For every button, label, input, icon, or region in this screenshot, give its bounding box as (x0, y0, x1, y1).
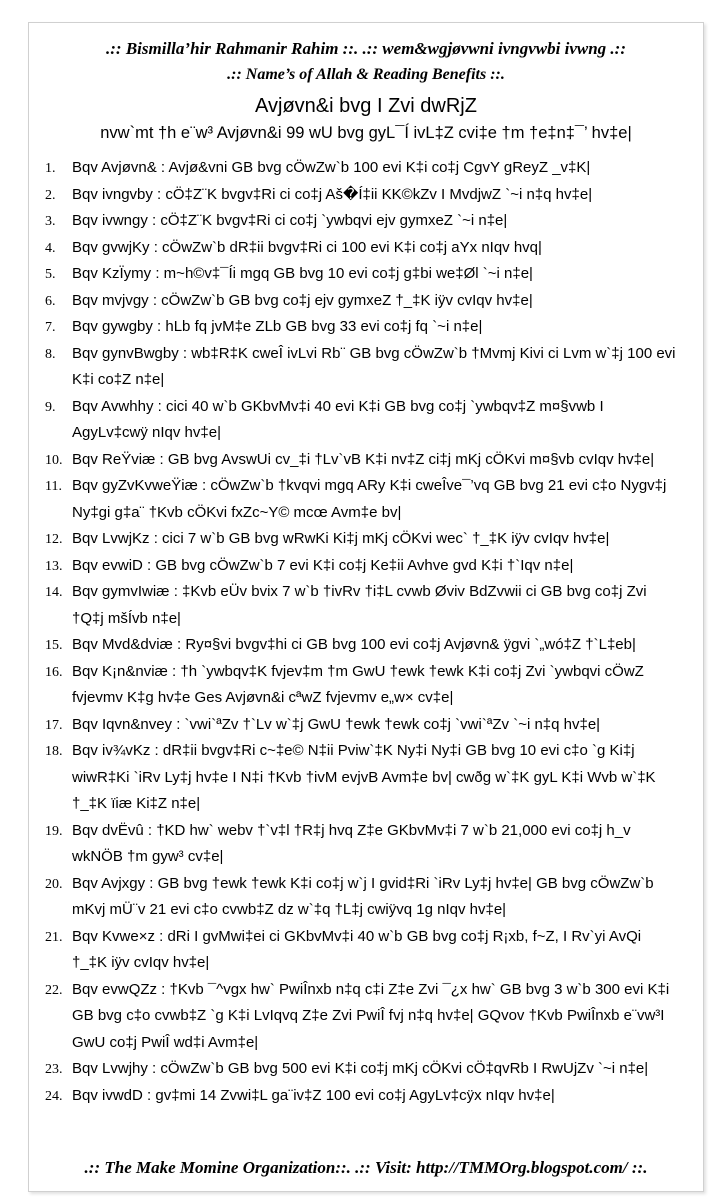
item-number: 23. (45, 1062, 63, 1077)
item-number: 19. (45, 823, 63, 839)
list-item (29, 235, 703, 262)
item-text: Bqv Mvd&dviæ : Ry¤§vi bvgv‡hi ci GB bvg 100 evi co‡j Avjøvn& ÿgvi `„wó‡Z †`L‡eb| (72, 636, 636, 653)
list-item (29, 553, 703, 580)
item-number: 1. (45, 161, 56, 176)
item-text: Bqv K¡n&nviæ : †h `ywbqv‡K fvjev‡m †m GwU †ewk †ewk K‡i co‡j Zvi `ywbqvi cÖwZ (72, 662, 644, 680)
item-number: 13. (45, 558, 63, 574)
list-item (29, 261, 703, 288)
list-item (29, 155, 703, 182)
item-text: Bqv Avjøvn& : Avjø&vni GB bvg cÖwZw`b 100 evi K‡i co‡j CgvY gReyZ _v‡K| (72, 159, 591, 176)
list-item (29, 924, 703, 977)
item-text: wkNÖB †m gyw³ cv‡e| (72, 848, 224, 865)
page-title: Avjøvn&i bvg I Zvi dwRjZ (255, 95, 477, 117)
item-text: Bqv ivngvby : cÖ‡Z¨K bvgv‡Ri ci co‡j Aš�Í‡ii KK©kZv I MvdjwZ `~i n‡q hv‡e| (72, 185, 593, 203)
list-item (29, 818, 703, 871)
footer-text: .:: The Make Momine Organization::. .:: Visit: http://TMMOrg.blogspot.com/ ::. (84, 1158, 648, 1177)
item-text: Bqv ivwngy : cÖ‡Z¨K bvgv‡Ri ci co‡j `ywbqvi ejv gymxeZ `~i n‡e| (72, 212, 508, 229)
list-item (29, 473, 703, 526)
list-item (29, 447, 703, 474)
list-item (29, 632, 703, 659)
item-text: Bqv LvwjKz : cici 7 w`b GB bvg wRwKi Ki‡j mKj cÖKvi wec` †_‡K iÿv cvIqv hv‡e| (72, 530, 610, 547)
list-item (29, 738, 703, 818)
item-number: 24. (45, 1088, 63, 1104)
item-text: Bqv gynvBwgby : wb‡R‡K cweÎ ivLvi Rb¨ GB bvg cÖwZw`b †Mvmj Kivi ci Lvm w`‡j 100 evi (72, 344, 676, 362)
item-number: 16. (45, 664, 63, 680)
document-page (28, 22, 704, 1192)
item-number: 12. (45, 532, 63, 547)
item-text: Bqv evwQZz : †Kvb ¯^vgx hw` PwiÎnxb n‡q c‡i Z‡e Zvi ¯¿x hw` GB bvg 3 w`b 300 evi K‡i (72, 980, 670, 998)
item-text: Bqv evwiD : GB bvg cÖwZw`b 7 evi K‡i co‡j Ke‡ii Avhve gvd K‡i †`Iqv n‡e| (72, 556, 574, 574)
item-number: 15. (45, 638, 63, 653)
item-number: 5. (45, 267, 56, 282)
item-number: 11. (45, 479, 62, 494)
list-item (29, 977, 703, 1057)
item-text: †_‡K iÿv cvIqv hv‡e| (72, 954, 210, 971)
item-text: Bqv iv¾vKz : dR‡ii bvgv‡Ri c~‡e© N‡ii Pviw`‡K Ny‡i Ny‡i GB bvg 10 evi c‡o `g Ki‡j (72, 742, 635, 759)
header-bismillah: .:: Bismilla’hir Rahmanir Rahim ::. .:: wem&wgjøvwni ivngvwbi ivwng .:: (106, 39, 626, 58)
item-text: Bqv gyZvKvweŸiæ : cÖwZw`b †kvqvi mgq ARy K‡i cweÎve¯’vq GB bvg 21 evi c‡o Nygv‡j (72, 477, 667, 494)
item-text: Bqv mvjvgy : cÖwZw`b GB bvg co‡j ejv gymxeZ †_‡K iÿv cvIqv hv‡e| (72, 291, 533, 309)
list-item (29, 288, 703, 315)
item-text: Bqv Kvwe×z : dRi I gvMwi‡ei ci GKbvMv‡i 40 w`b GB bvg co‡j R¡xb, f~Z, I Rv`yi AvQi (72, 927, 642, 945)
list-item (29, 1056, 703, 1083)
item-number: 7. (45, 320, 56, 335)
item-number: 21. (45, 929, 63, 945)
list-item (29, 394, 703, 447)
item-number: 2. (45, 187, 56, 203)
list-item (29, 314, 703, 341)
item-number: 17. (45, 717, 63, 733)
item-text: †Q‡j mšÍvb n‡e| (72, 609, 181, 627)
item-text: wiwR‡Ki `iRv Ly‡j hv‡e I N‡i †Kvb †ivM evjvB Avm‡e bv| cwðg w`‡K gyL K‡i Wvb w`‡K (72, 768, 656, 786)
list-item (29, 182, 703, 209)
item-text: Bqv ReŸviæ : GB bvg AvswUi cv_‡i †Lv`vB K‡i nv‡Z ci‡j mKj cÖKvi m¤§vb cvIqv hv‡e| (72, 450, 655, 468)
item-text: GwU co‡j PwiÎ wd‡i Avm‡e| (72, 1033, 259, 1051)
item-number: 14. (45, 585, 63, 600)
item-number: 20. (45, 876, 63, 892)
hadith-line: nvw`mt †h e¨w³ Avjøvn&i 99 wU bvg gyL¯Í ivL‡Z cvi‡e †m †e‡n‡¯’ hv‡e| (100, 124, 632, 142)
item-text: Bqv KzÏymy : m~h©v‡¯Íi mgq GB bvg 10 evi co‡j g‡bi we‡Øl `~i n‡e| (72, 265, 533, 282)
item-number: 4. (45, 240, 56, 256)
list-item (29, 1083, 703, 1110)
item-number: 6. (45, 293, 56, 309)
item-number: 22. (45, 982, 63, 998)
item-text: Bqv Iqvn&nvey : `vwi`ªZv †`Lv w`‡j GwU †ewk †ewk co‡j `vwi`ªZv `~i n‡q hv‡e| (72, 715, 601, 733)
list-item (29, 208, 703, 235)
item-text: fvjevmv K‡g hv‡e Ges Avjøvn&i cªwZ fvjevmv e„w× cv‡e| (72, 689, 454, 706)
list-item (29, 712, 703, 739)
list-item (29, 871, 703, 924)
item-text: Bqv gymvIwiæ : ‡Kvb eÜv bvix 7 w`b †ivRv †i‡L cvwb Øviv BdZvwii ci GB bvg co‡j Zvi (72, 583, 647, 600)
list-item (29, 526, 703, 553)
item-text: Bqv Avjxgy : GB bvg †ewk †ewk K‡i co‡j w`j I gvid‡Ri `iRv Ly‡j hv‡e| GB bvg cÖwZw`b (72, 874, 654, 892)
header-subtitle: .:: Name’s of Allah & Reading Benefits ::. (227, 66, 505, 83)
item-text: Bqv gvwjKy : cÖwZw`b dR‡ii bvgv‡Ri ci 100 evi K‡i co‡j aYx nIqv hvq| (72, 238, 542, 256)
item-text: K‡i co‡Z n‡e| (72, 371, 165, 388)
item-text: †_‡K ïiæ Ki‡Z n‡e| (72, 795, 201, 812)
list-item (29, 579, 703, 632)
item-text: Ny‡gi g‡a¨ †Kvb cÖKvi fxZc~Y© mcœ Avm‡e bv| (72, 503, 402, 521)
list-item (29, 341, 703, 394)
item-text: Bqv Avwhhy : cici 40 w`b GKbvMv‡i 40 evi K‡i GB bvg co‡j `ywbqv‡Z m¤§vwb I (72, 397, 604, 415)
item-number: 18. (45, 744, 63, 759)
item-text: Bqv Lvwjhy : cÖwZw`b GB bvg 500 evi K‡i co‡j mKj cÖKvi cÖ‡qvRb I RwUjZv `~i n‡e| (72, 1060, 649, 1077)
item-text: GB bvg c‡o cvwb‡Z `g K‡i LvIqvq Z‡e Zvi PwiÎ fvj n‡q hv‡e| GQvov †Kvb PwiÎnxb e¨vw³I (72, 1007, 665, 1024)
item-text: mKvj mÜ¨v 21 evi c‡o cvwb‡Z dz w`‡q †L‡j cwiÿvq 1g nIqv hv‡e| (72, 901, 507, 918)
item-number: 9. (45, 399, 56, 415)
item-text: Bqv gywgby : hLb fq jvM‡e ZLb GB bvg 33 evi co‡j fq `~i n‡e| (72, 318, 483, 335)
item-number: 10. (45, 452, 63, 468)
item-text: Bqv dvËvû : †KD hw` webv †`v‡l †R‡j hvq Z‡e GKbvMv‡i 7 w`b 21,000 evi co‡j h_v (72, 821, 631, 839)
item-text: Bqv ivwdD : gv‡mi 14 Zvwi‡L ga¨iv‡Z 100 evi co‡j AgyLv‡cÿx nIqv hv‡e| (72, 1086, 555, 1104)
item-number: 3. (45, 214, 56, 229)
list-item (29, 659, 703, 712)
item-number: 8. (45, 346, 56, 362)
item-text: AgyLv‡cwÿ nIqv hv‡e| (72, 424, 221, 441)
